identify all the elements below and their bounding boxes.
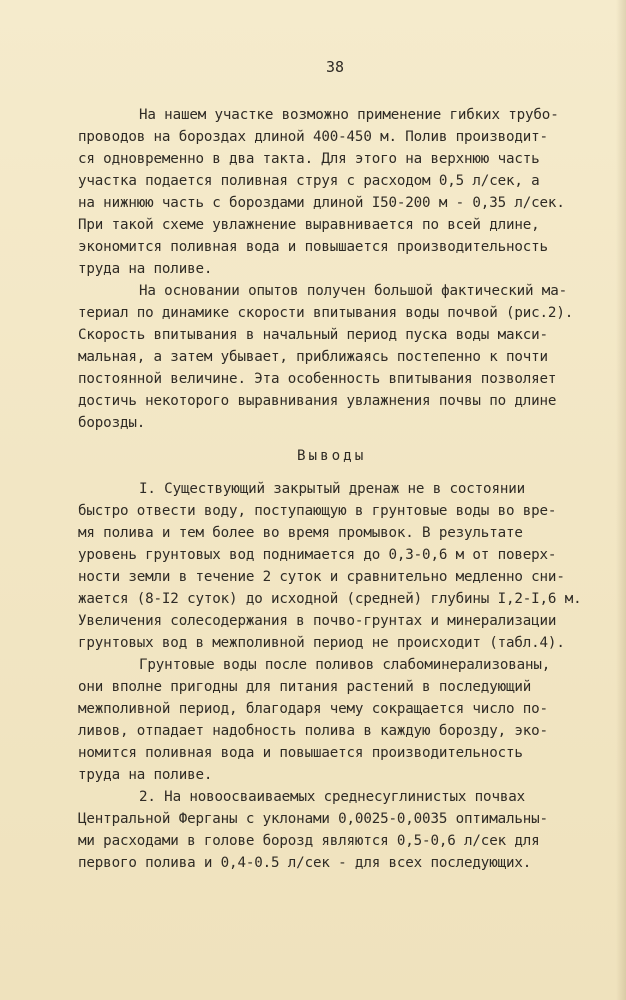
paragraph-1-line: участка подается поливная струя с расходом 0,5 л/сек, а (78, 173, 540, 189)
conclusion-1-line: I. Существующий закрытый дренаж не в состоянии (139, 481, 526, 497)
paragraph-1-line: ся одновременно в два такта. Для этого на верхнюю часть (78, 151, 540, 167)
conclusion-1-line: жается (8-I2 суток) до исходной (средней) глубины I,2-I,6 м. (78, 591, 582, 607)
section-heading: Выводы (297, 448, 367, 464)
paragraph-1-line: экономится поливная вода и повышается производительность (78, 239, 548, 255)
paragraph-2-line: мальная, а затем убывает, приближаясь постепенно к почти (78, 349, 548, 365)
paragraph-1-line: На нашем участке возможно применение гибких трубо- (139, 107, 559, 123)
conclusion-1b-line: ливов, отпадает надобность полива в каждую борозду, эко- (78, 723, 548, 739)
conclusion-1-line: быстро отвести воду, поступающую в грунтовые воды во вре- (78, 503, 557, 519)
conclusion-1b-line: Грунтовые воды после поливов слабоминерализованы, (139, 657, 551, 673)
paragraph-2-line: постоянной величине. Эта особенность впитывания позволяет (78, 371, 557, 387)
conclusion-1-line: уровень грунтовых вод поднимается до 0,3-0,6 м от поверх- (78, 547, 557, 563)
paragraph-1-line: проводов на бороздах длиной 400-450 м. Полив производит- (78, 129, 548, 145)
paragraph-2-line: борозды. (78, 415, 146, 431)
paragraph-2-line: достичь некоторого выравнивания увлажнения почвы по длине (78, 393, 557, 409)
conclusion-1-line: Увеличения солесодержания в почво-грунтах и минерализации (78, 613, 557, 629)
paragraph-2-line: На основании опытов получен большой фактический ма- (139, 283, 567, 299)
conclusion-1b-line: межполивной период, благодаря чему сокращается число по- (78, 701, 548, 717)
paragraph-2-line: териал по динамике скорости впитывания воды почвой (рис.2). (78, 305, 574, 321)
paragraph-1-line: При такой схеме увлажнение выравнивается по всей длине, (78, 217, 540, 233)
conclusion-2-line: первого полива и 0,4-0.5 л/сек - для всех последующих. (78, 855, 532, 871)
conclusion-1b-line: труда на поливе. (78, 767, 213, 783)
page-number: 38 (326, 58, 345, 76)
conclusion-2-line: 2. На новоосваиваемых среднесуглинистых почвах (139, 789, 526, 805)
paragraph-1-line: труда на поливе. (78, 261, 213, 277)
conclusion-1b-line: они вполне пригодны для питания растений в последующий (78, 679, 532, 695)
conclusion-1-line: мя полива и тем более во время промывок. В результате (78, 525, 523, 541)
conclusion-1b-line: номится поливная вода и повышается производительность (78, 745, 523, 761)
paragraph-1-line: на нижнюю часть с бороздами длиной I50-200 м - 0,35 л/сек. (78, 195, 565, 211)
conclusion-1-line: ности земли в течение 2 суток и сравнительно медленно сни- (78, 569, 565, 585)
paragraph-2-line: Скорость впитывания в начальный период пуска воды макси- (78, 327, 548, 343)
conclusion-1-line: грунтовых вод в межполивной период не происходит (табл.4). (78, 635, 565, 651)
conclusion-2-line: Центральной Ферганы с уклонами 0,0025-0,0035 оптимальны- (78, 811, 548, 827)
conclusion-2-line: ми расходами в голове борозд являются 0,5-0,6 л/сек для (78, 833, 540, 849)
